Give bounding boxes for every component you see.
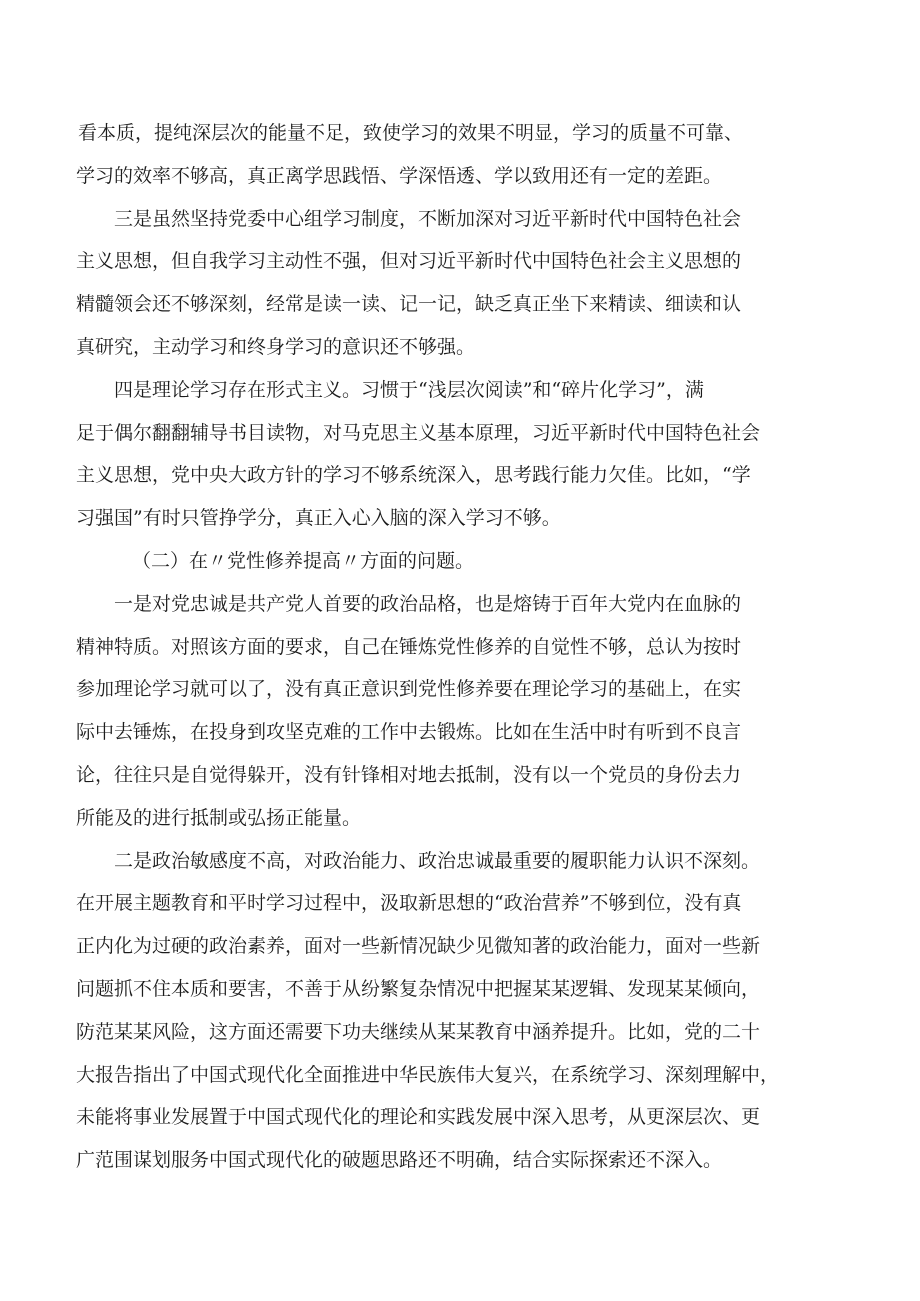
document-body (76, 112, 876, 1182)
text-line: 习强国”有时只管挣学分，真正入心入脑的深入学习不够。 (76, 507, 561, 530)
text-line: 足于偶尔翻翻辅导书目读物，对马克思主义基本原理，习近平新时代中国特色社会 (76, 421, 761, 444)
text-line: 问题抓不住本质和要害，不善于从纷繁复杂情况中把握某某逻辑、发现某某倾向， (76, 977, 761, 1000)
text-line: 际中去锤炼，在投身到攻坚克难的工作中去锻炼。比如在生活中时有听到不良言 (76, 721, 742, 744)
text-line: 学习的效率不够高，真正离学思践悟、学深悟透、学以致用还有一定的差距。 (76, 164, 723, 187)
text-line: 主义思想，但自我学习主动性不强，但对习近平新时代中国特色社会主义思想的 (76, 250, 742, 273)
text-line: 大报告指出了中国式现代化全面推进中华民族伟大复兴，在系统学习、深刻理解中， (76, 1063, 780, 1086)
text-line: 论，往往只是自觉得躲开，没有针锋相对地去抵制，没有以一个党员的身份去力 (76, 763, 742, 786)
text-line: 广范围谋划服务中国式现代化的破题思路还不明确，结合实际探索还不深入。 (76, 1149, 723, 1172)
text-line: 精髓领会还不够深刻，经常是读一读、记一记，缺乏真正坐下来精读、细读和认 (76, 293, 742, 316)
text-line: 在开展主题教育和平时学习过程中，汲取新思想的“政治营养”不够到位，没有真 (76, 892, 742, 915)
text-line: 参加理论学习就可以了，没有真正意识到党性修养要在理论学习的基础上，在实 (76, 678, 742, 701)
text-line: 防范某某风险，这方面还需要下功夫继续从某某教育中涵养提升。比如，党的二十 (76, 1020, 761, 1043)
paragraph-start-line: 一是对党忠诚是共产党人首要的政治品格，也是熔铸于百年大党内在血脉的 (114, 592, 742, 615)
text-line: 真研究，主动学习和终身学习的意识还不够强。 (76, 335, 476, 358)
section-heading: （二）在〃党性修养提高〃方面的问题。 (132, 549, 475, 572)
paragraph-start-line: 四是理论学习存在形式主义。习惯于“浅层次阅读”和“碎片化学习”，满 (114, 378, 704, 401)
paragraph-start-line: 三是虽然坚持党委中心组学习制度，不断加深对习近平新时代中国特色社会 (114, 207, 742, 230)
text-line: 正内化为过硬的政治素养，面对一些新情况缺少见微知著的政治能力，面对一些新 (76, 935, 761, 958)
text-line: 未能将事业发展置于中国式现代化的理论和实践发展中深入思考，从更深层次、更 (76, 1106, 761, 1129)
text-line: 看本质，提纯深层次的能量不足，致使学习的效果不明显，学习的质量不可靠、 (78, 122, 744, 144)
text-line: 主义思想，党中央大政方针的学习不够系统深入，思考践行能力欠佳。比如，“学 (76, 464, 751, 487)
text-line: 所能及的进行抵制或弘扬正能量。 (76, 806, 362, 829)
paragraph-start-line: 二是政治敏感度不高，对政治能力、政治忠诚最重要的履职能力认识不深刻。 (114, 849, 761, 872)
text-line: 精神特质。对照该方面的要求，自己在锤炼党性修养的自觉性不够，总认为按时 (76, 635, 742, 658)
